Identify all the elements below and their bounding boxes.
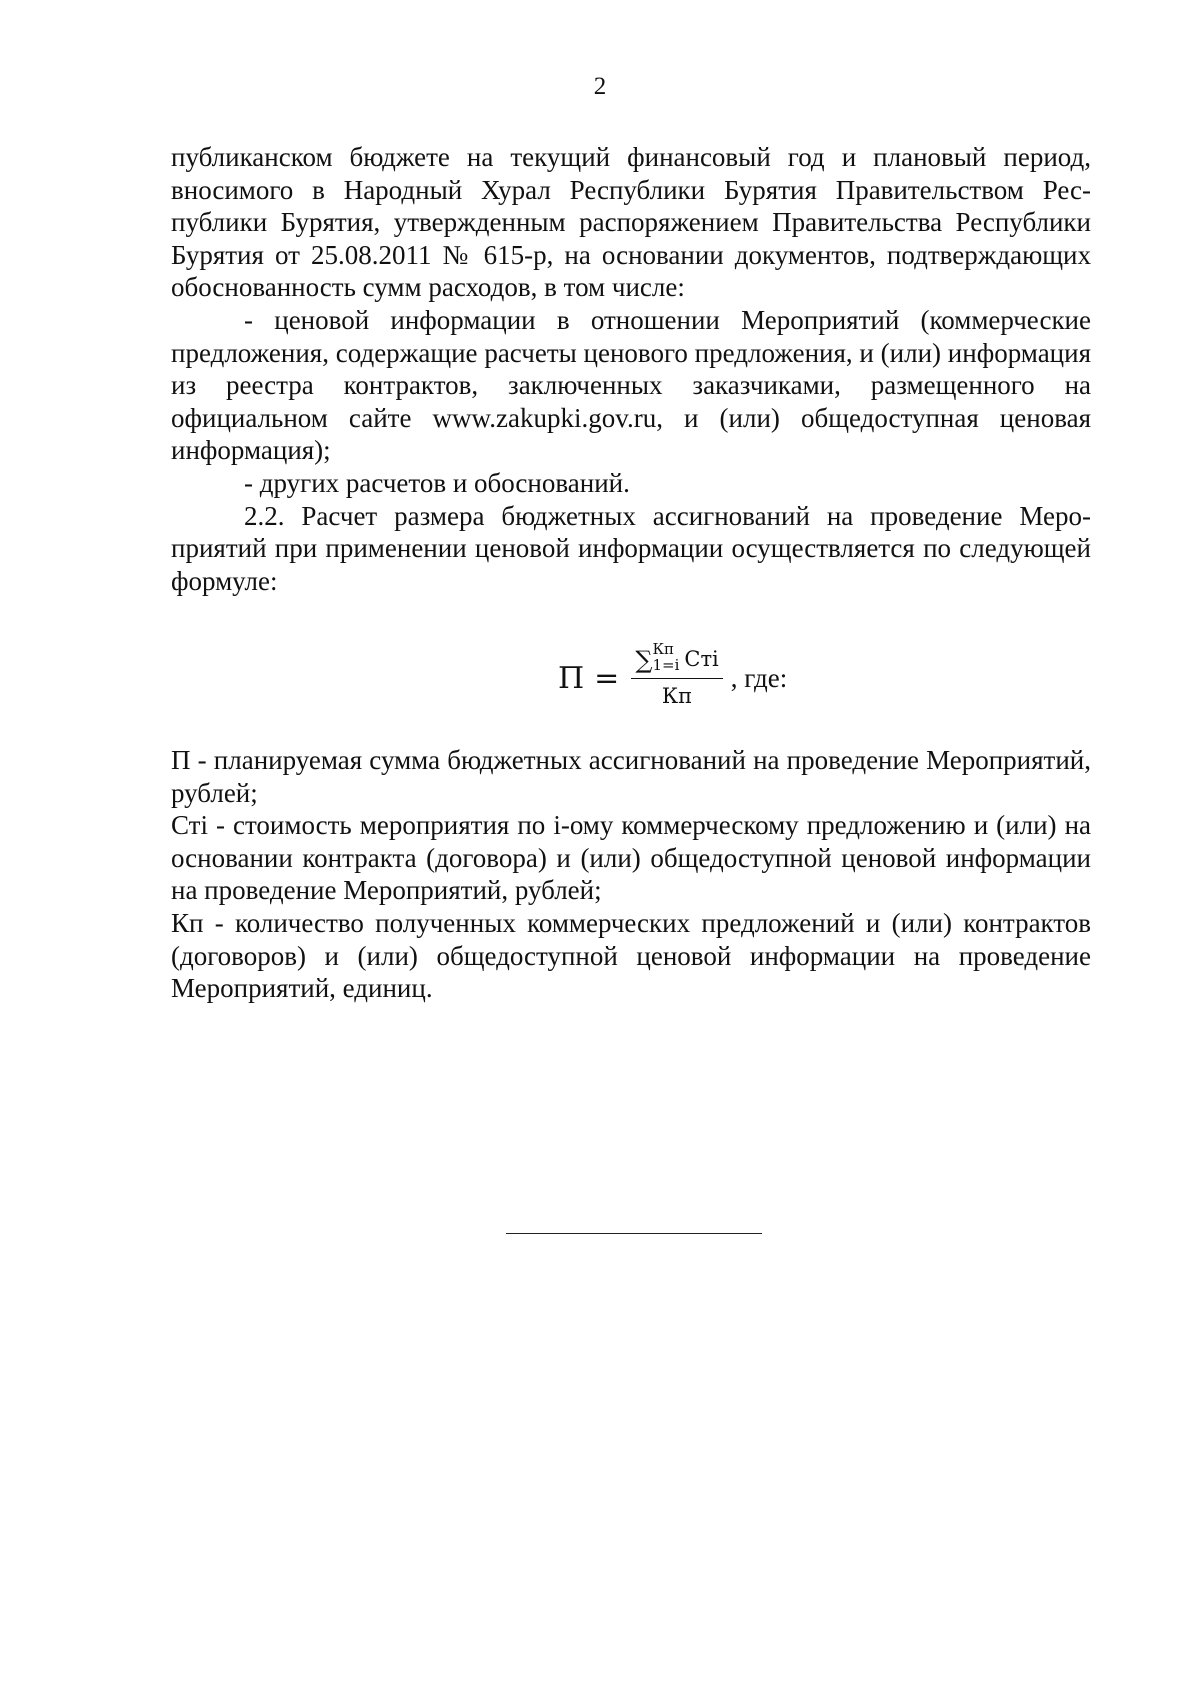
body-text bbox=[171, 141, 1091, 597]
formula-denominator: Кп bbox=[661, 684, 693, 708]
sum-symbol: ∑ bbox=[635, 646, 653, 674]
formula-numerator bbox=[631, 640, 722, 679]
definition-p: П - планируемая сумма бюджетных ассигнований на проведение Мероприятий, рублей; bbox=[171, 745, 1091, 808]
formula-equals: = bbox=[594, 660, 620, 696]
sum-lower-limit: 1=i bbox=[652, 656, 680, 674]
formula-fraction bbox=[631, 640, 722, 711]
formula-block bbox=[0, 638, 1200, 718]
list-item-price-info: - ценовой информации в отношении Мероприятий (коммерческие предложения, содержащие расчеты ценового предложения, и (или) информация из реестра контрактов, заключенных заказчиками, размещенного на официальном сайте www.zakupki.gov.ru, и (или) общедоступная ценовая информация); bbox=[171, 304, 1091, 466]
definition-cti: Стi - стоимость мероприятия по i-ому коммерческому предложению и (или) на основании контракта (договора) и (или) общедоступной ценовой информации на проведение Мероприятий, рублей; bbox=[171, 810, 1091, 906]
formula bbox=[558, 638, 787, 718]
definition-kp: Кп - количество полученных коммерческих предложений и (или) контрактов (договоров) и (или) общедоступной ценовой информации на проведение Мероприятий, единиц. bbox=[171, 907, 1091, 1004]
sum-upper-limit: Кп bbox=[652, 640, 675, 658]
paragraph-continuation: публиканском бюджете на текущий финансовый год и плановый период, вносимого в Народный Хурал Республики Бурятия Правительством Республики Бурятия, утвержденным распоряжением Правительства Республики Бурятия от 25.08.2011 № 615-р, на основании документов, подтверждающих обоснованность сумм расходов, в том числе: bbox=[171, 142, 1091, 303]
formula-suffix: , где: bbox=[730, 662, 788, 693]
list-item-other-calculations: - других расчетов и обоснований. bbox=[244, 467, 630, 498]
sum-limits bbox=[652, 640, 680, 674]
end-of-text-rule bbox=[506, 1233, 762, 1234]
formula-lhs: П bbox=[558, 660, 585, 696]
definitions-list bbox=[171, 744, 1091, 1005]
paragraph-2-2: 2.2. Расчет размера бюджетных ассигнований на проведение Мероприятий при применении ценовой информации осуществляется по следующей формуле: bbox=[171, 500, 1091, 596]
sum-term: Стi bbox=[684, 647, 719, 671]
page-number: 2 bbox=[593, 73, 607, 100]
